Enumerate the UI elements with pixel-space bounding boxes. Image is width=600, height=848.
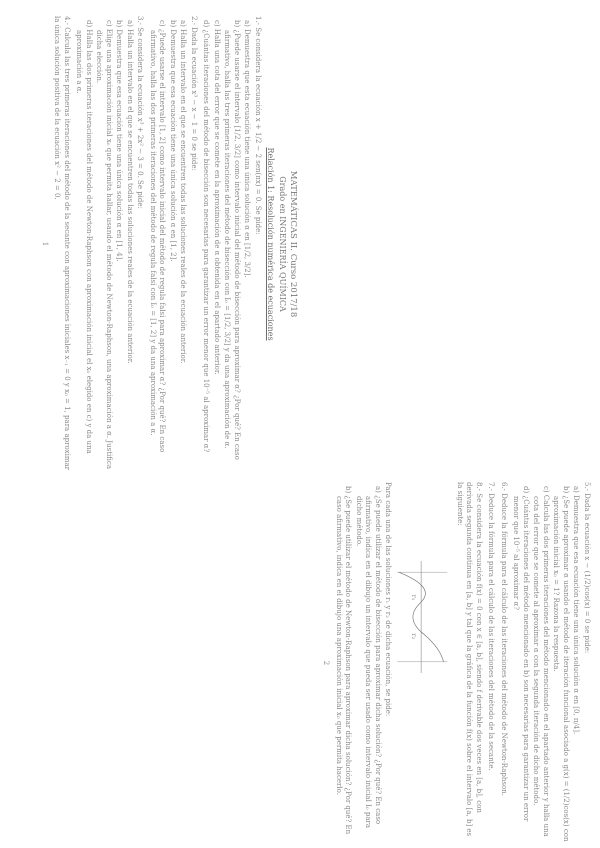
course-title: MATEMÁTICAS II. Curso 2017/18 — [288, 170, 298, 318]
problem-item: c) Calcula las dos primeras iteraciones del método mencionado en el apartado anterior y halla una cota del error que se comete al aproximar α con la segunda iteración de dicho método. — [532, 486, 550, 837]
problem — [455, 482, 484, 844]
problem-item: a) Demuestra que esta ecuación tiene una única solución α en [1/2, 3/2]. — [243, 20, 252, 278]
problem-item: b) ¿Puede usarse el intervalo [1/2, 3/2] como intervalo inicial del método de bisección para aproximar α? ¿Por qué? En caso afirmativo, halla las tres primeras iteraciones del método de bisección con I₀ = [1/2, 3/2] y da una aproximación de α. — [223, 20, 241, 460]
graph-followup: Para cada una de las soluciones r₁ y r₂ de dicha ecuación, se pide: — [384, 482, 393, 717]
problem-list — [455, 482, 592, 844]
root-r2-label: r₂ — [410, 633, 419, 640]
problem-item: c) Halla una cota del error que se comete en la aproximación de α obtenida en el apartado anterior. — [213, 20, 221, 375]
problem-list — [52, 16, 262, 472]
problem — [74, 16, 145, 472]
item-8a: a) ¿Se puede utilizar el método de bisección para aproximar dicha solución? ¿Por qué? En caso afirmativo, indica en el dibujo un intervalo que pueda ser usado como intervalo inicial I₀ para dicho método. — [355, 486, 382, 829]
problem-item: d) Halla las dos primeras iteraciones del método de Newton-Raphson con aproximación inicial el x₀ elegido en c) y da una aproximación a α. — [75, 20, 93, 454]
problem — [201, 16, 262, 472]
problem-item: c) Elige una aproximación inicial x₀ que permita hallar, usando el método de Newton-Raphson, una aproximación a α. Justifica dicha elección. — [95, 20, 113, 470]
problem-item: b) Demuestra que esa ecuación tiene una única solución α en [1, 2]. — [169, 20, 177, 262]
page-number-2: 2 — [322, 660, 331, 666]
problem-item: a) Halla un intervalo en el que se encuentren todas las soluciones reales de la ecuación anterior. — [179, 20, 188, 364]
problem — [148, 16, 199, 472]
problem — [499, 482, 509, 844]
page-2 — [321, 482, 594, 844]
page-1 — [40, 16, 299, 472]
page-number-1: 1 — [41, 241, 49, 247]
problem — [52, 16, 71, 472]
relation-heading: Relación 1: Resolución numérica de ecuaciones — [266, 147, 275, 341]
problem-statement: 8.- Se considera la ecuación f(x) = 0 con x ∈ [a, b], siendo f derivable dos veces en [a, b], con derivada segunda continua en [a, b] y tal que la gráfica de la función f(x) sobre el intervalo [a, b] es la siguiente: — [456, 482, 483, 837]
problem-statement: 3.- Se considera la ecuación x³ + 2x² − 3 = 0. Se pide: — [136, 16, 145, 209]
problem — [486, 482, 496, 844]
problem-item: d) ¿Cuántas iteraciones del método mencionado en b) son necesarias para garantizar un error menor que 10⁻⁵ al aproximar α? — [512, 486, 530, 822]
function-graph — [396, 542, 452, 692]
item-8b: b) ¿Se puede utilizar el método de Newton-Raphson para aproximar dicha solución? ¿Por qué? En caso afirmativo, indica en el dibujo una aproximación inicial x₀ que permita hacerlo. — [335, 486, 353, 835]
degree-subtitle: Grado en INGENIERÍA QUÍMICA — [278, 176, 287, 312]
problem-statement: 2.- Dada la ecuación x³ − x − 1 = 0 se pide: — [190, 16, 198, 171]
problem-item: c) ¿Puede usarse el intervalo [1, 2] como intervalo inicial del método de regula falsi para aproximar α? ¿Por qué? En caso afirmativo, halla las dos primeras iteraciones del método de regula falsi con I₀ = [1, 2] y da una aproximación a α. — [149, 20, 167, 453]
problem-item: a) Demuestra que esa ecuación tiene una única solución α en [0, π/4]. — [572, 486, 581, 735]
problem-item: b) Demuestra que esa ecuación tiene una única solución α en [1, 4]. — [115, 20, 124, 262]
problem-item: d) ¿Cuántas iteraciones del método de bisección son necesarias para garantizar un error menor que 10⁻⁵ al aproximar α? — [202, 20, 211, 453]
problem-statement: 7.- Deduce la fórmula para el cálculo de las iteraciones del método de la secante. — [487, 482, 496, 771]
problem-item: b) ¿Se puede aproximar α usando el método de iteración funcional asociado a g(x) = (1/2)cos(x) con aproximación inicial x₀ = 1? Razona la respuesta. — [552, 486, 570, 842]
problem-statement: 5.- Dada la ecuación x − (1/2)cos(x) = 0 se pide: — [583, 482, 591, 654]
problem-statement: 4.- Calcula las tres primeras iteraciones del método de la secante con aproximaciones iniciales x₋₁ = 0 y x₀ = 1, para aproximar la única solución positiva de la ecuación x² − 2 = 0. — [53, 16, 71, 471]
problem-statement: 6.- Deduce la fórmula para el cálculo de las iteraciones del método de Newton-Raphson. — [500, 482, 508, 796]
root-r1-label: r₁ — [410, 594, 419, 601]
problem-statement: 1.- Se considera la ecuación x + 1/2 − 2 sen(πx) = 0. Se pide: — [254, 16, 262, 235]
problem-item: a) Halla un intervalo en el que se encuentren todas las soluciones reales de la ecuación anterior. — [126, 20, 134, 364]
problem — [511, 482, 591, 844]
